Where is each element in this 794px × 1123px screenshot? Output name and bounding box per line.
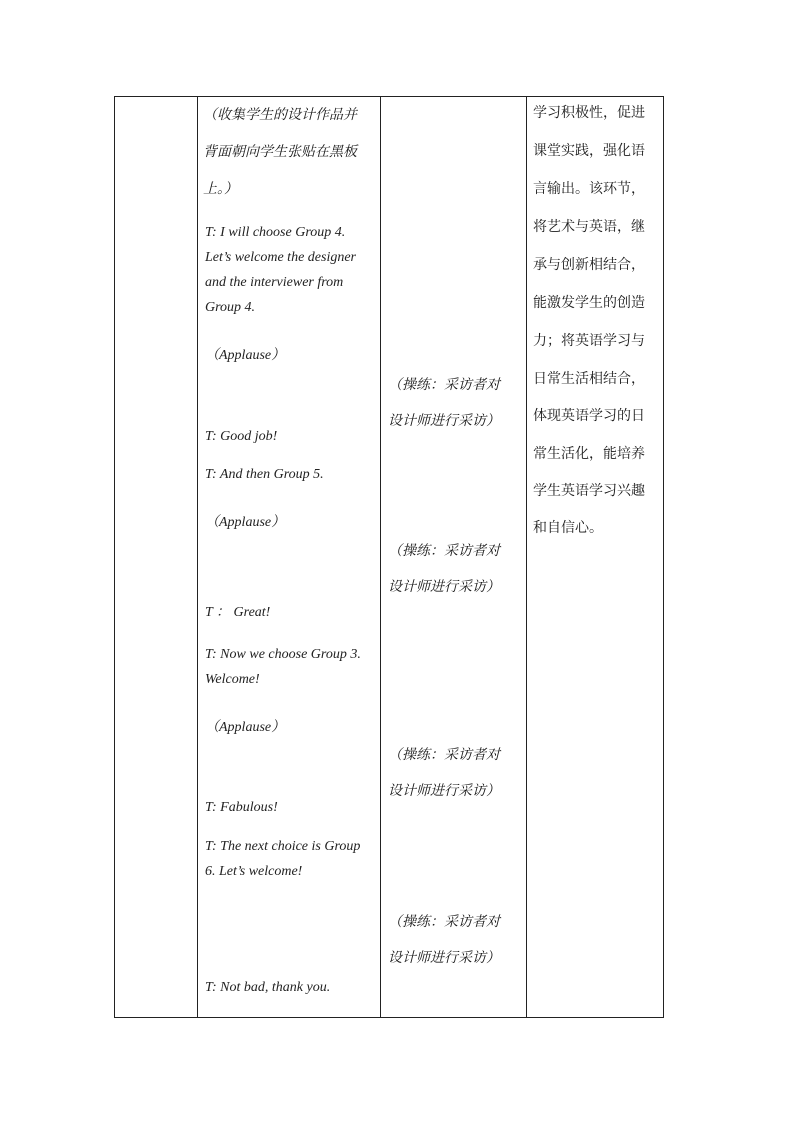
- practice-note-2-line-1: （操练：采访者对: [388, 543, 500, 559]
- group6-line-1: T: The next choice is Group: [205, 839, 361, 854]
- col-border-5: [663, 96, 664, 1018]
- purpose-line-1: 学习积极性，促进: [533, 105, 645, 121]
- group4-line-3: and the interviewer from: [205, 275, 344, 290]
- purpose-line-9: 体现英语学习的日: [533, 408, 645, 424]
- practice-note-3-line-2: 设计师进行采访）: [388, 783, 500, 799]
- collect-note-line-1: （收集学生的设计作品并: [203, 107, 357, 123]
- practice-note-4-line-1: （操练：采访者对: [388, 914, 500, 930]
- group4-line-1: T: I will choose Group 4.: [205, 225, 346, 240]
- group3-line-2: Welcome!: [205, 672, 260, 687]
- group3-line-1: T: Now we choose Group 3.: [205, 647, 361, 662]
- practice-note-1-line-2: 设计师进行采访）: [388, 413, 500, 429]
- purpose-line-6: 能激发学生的创造: [533, 295, 645, 311]
- great-line: T ： Great!: [205, 605, 271, 620]
- group4-line-4: Group 4.: [205, 300, 256, 315]
- practice-note-3-line-1: （操练：采访者对: [388, 747, 500, 763]
- purpose-line-11: 学生英语学习兴趣: [533, 483, 645, 499]
- group4-line-2: Let’s welcome the designer: [205, 250, 356, 265]
- purpose-line-4: 将艺术与英语，继: [533, 219, 645, 235]
- col-border-4: [526, 96, 527, 1018]
- applause-1: （Applause）: [205, 348, 286, 363]
- collect-note-line-3: 上。）: [203, 181, 238, 197]
- practice-note-4-line-2: 设计师进行采访）: [388, 950, 500, 966]
- purpose-line-5: 承与创新相结合，: [533, 257, 645, 273]
- purpose-line-8: 日常生活相结合，: [533, 371, 645, 387]
- fabulous-line: T: Fabulous!: [205, 800, 278, 815]
- practice-note-1-line-1: （操练：采访者对: [388, 377, 500, 393]
- purpose-line-12: 和自信心。: [533, 520, 603, 536]
- applause-2: （Applause）: [205, 515, 286, 530]
- group5-line: T: And then Group 5.: [205, 467, 324, 482]
- col-border-1: [114, 96, 115, 1018]
- col-border-2: [197, 96, 198, 1018]
- applause-3: （Applause）: [205, 720, 286, 735]
- collect-note-line-2: 背面朝向学生张贴在黑板: [203, 144, 357, 160]
- purpose-line-3: 言输出。该环节，: [533, 181, 645, 197]
- not-bad-line: T: Not bad, thank you.: [205, 980, 331, 995]
- purpose-line-7: 力；将英语学习与: [533, 333, 645, 349]
- purpose-line-10: 常生活化，能培养: [533, 446, 645, 462]
- good-job-line: T: Good job!: [205, 429, 278, 444]
- group6-line-2: 6. Let’s welcome!: [205, 864, 303, 879]
- col-border-3: [380, 96, 381, 1018]
- practice-note-2-line-2: 设计师进行采访）: [388, 579, 500, 595]
- purpose-line-2: 课堂实践，强化语: [533, 143, 645, 159]
